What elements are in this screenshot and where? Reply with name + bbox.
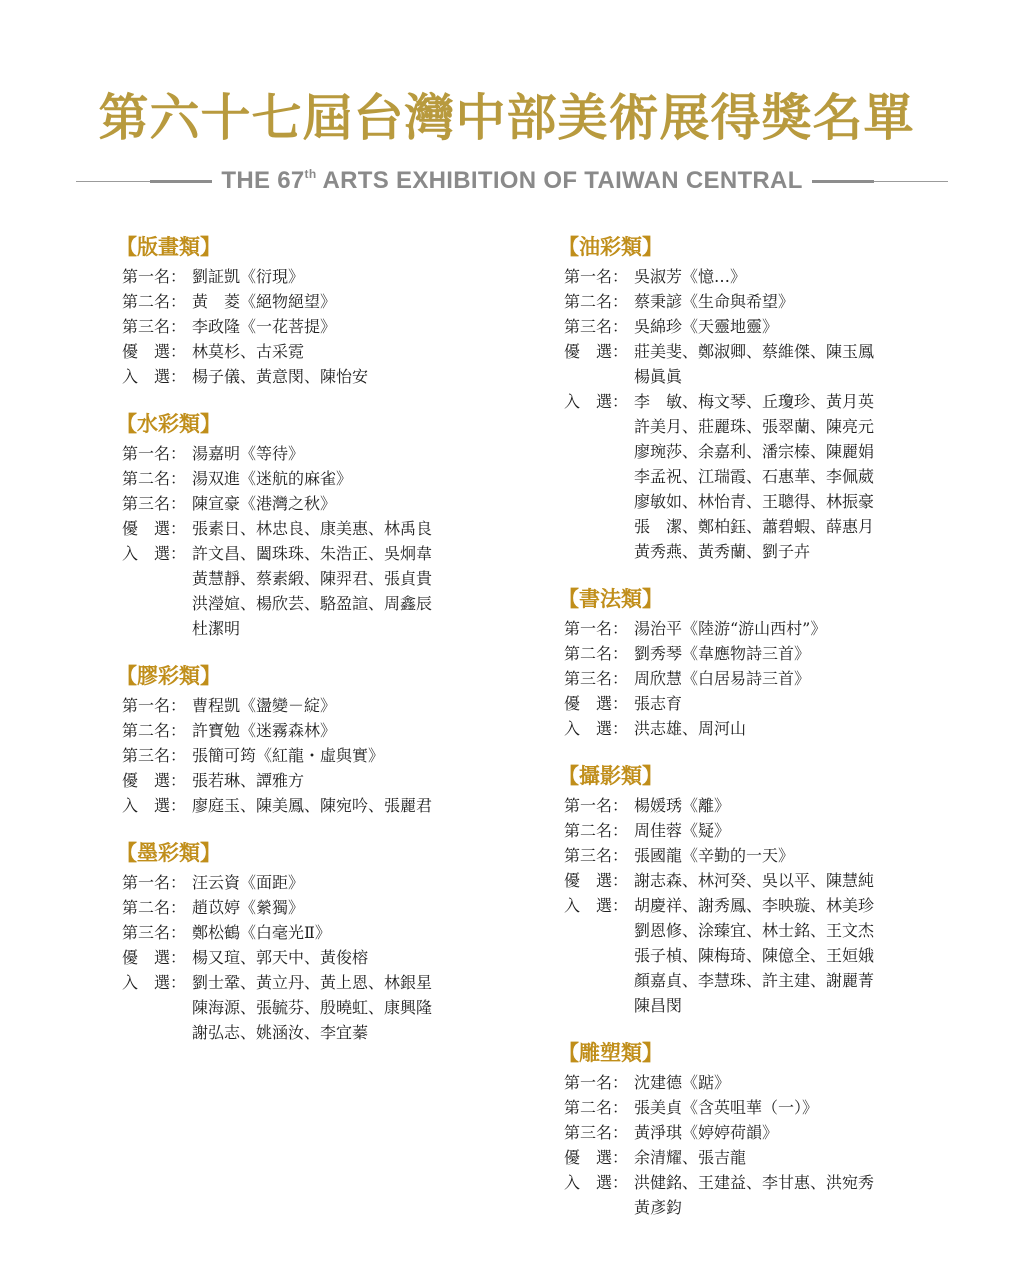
award-category-section bbox=[558, 759, 924, 1018]
award-row bbox=[122, 945, 482, 970]
winner-names: 楊媛琇《離》 bbox=[634, 796, 731, 815]
award-rank-label bbox=[122, 616, 192, 641]
winner-names: 湯治平《陸游“游山西村”》 bbox=[634, 619, 827, 638]
award-row bbox=[122, 314, 482, 339]
award-rank-label: 第三名： bbox=[122, 494, 187, 513]
winner-names: 吳淑芳《憶…》 bbox=[634, 267, 747, 286]
award-rank-label: 第三名： bbox=[564, 846, 629, 865]
award-row bbox=[122, 1020, 482, 1045]
award-category-section bbox=[116, 659, 482, 818]
category-heading: 【版畫類】 bbox=[116, 234, 221, 259]
award-row bbox=[122, 516, 482, 541]
winner-names: 蔡秉諺《生命與希望》 bbox=[634, 292, 795, 311]
award-rank-label bbox=[122, 1020, 192, 1045]
winner-names: 許美月、莊麗珠、張翠蘭、陳亮元 bbox=[634, 417, 875, 436]
award-rank-label: 第二名： bbox=[122, 898, 187, 917]
category-heading: 【墨彩類】 bbox=[116, 840, 221, 865]
award-row bbox=[564, 893, 924, 918]
winner-names: 黃慧靜、蔡素緞、陳羿君、張貞貴 bbox=[192, 569, 433, 588]
winner-names: 洪健銘、王建益、李甘惠、洪宛秀 bbox=[634, 1173, 875, 1192]
award-rank-label bbox=[564, 539, 634, 564]
winner-names: 林莫杉、古采霓 bbox=[192, 342, 305, 361]
award-rank-label: 入 選： bbox=[122, 973, 187, 992]
award-row bbox=[122, 995, 482, 1020]
award-rank-label: 第二名： bbox=[564, 1098, 629, 1117]
award-row bbox=[564, 514, 924, 539]
winner-names: 張國龍《辛勤的一天》 bbox=[634, 846, 795, 865]
english-subtitle bbox=[212, 167, 811, 195]
winner-names: 湯双進《迷航的麻雀》 bbox=[192, 469, 353, 488]
winner-names: 莊美斐、鄭淑卿、蔡維傑、陳玉鳳 bbox=[634, 342, 875, 361]
award-rank-label bbox=[122, 995, 192, 1020]
award-category-section bbox=[116, 407, 482, 641]
award-rank-label: 第二名： bbox=[564, 821, 629, 840]
winner-names: 楊又瑄、郭天中、黃俊榕 bbox=[192, 948, 369, 967]
award-row bbox=[564, 918, 924, 943]
award-rank-label: 入 選： bbox=[564, 896, 629, 915]
award-rank-label bbox=[564, 464, 634, 489]
winner-names: 張素日、林忠良、康美惠、林禹良 bbox=[192, 519, 433, 538]
award-row bbox=[564, 1145, 924, 1170]
award-rank-label bbox=[564, 918, 634, 943]
award-row bbox=[122, 616, 482, 641]
winner-names: 劉秀琴《韋應物詩三首》 bbox=[634, 644, 811, 663]
award-rank-label: 第二名： bbox=[122, 721, 187, 740]
award-row bbox=[564, 968, 924, 993]
winner-names: 廖琬莎、余嘉利、潘宗榛、陳麗娟 bbox=[634, 442, 875, 461]
award-category-section bbox=[558, 1036, 924, 1220]
category-heading: 【膠彩類】 bbox=[116, 663, 221, 688]
award-row bbox=[564, 339, 924, 364]
winner-names: 張若琳、譚雅方 bbox=[192, 771, 305, 790]
winner-names: 杜潔明 bbox=[192, 619, 241, 638]
winner-names: 張 潔、鄭柏鈺、蕭碧蝦、薛惠月 bbox=[634, 517, 875, 536]
right-column bbox=[558, 230, 924, 1238]
award-rank-label: 第三名： bbox=[122, 923, 187, 942]
award-rank-label: 優 選： bbox=[122, 771, 187, 790]
award-row bbox=[122, 441, 482, 466]
award-rank-label: 第三名： bbox=[564, 317, 629, 336]
winner-names: 趙苡婷《縈獨》 bbox=[192, 898, 305, 917]
award-row bbox=[122, 743, 482, 768]
category-heading: 【水彩類】 bbox=[116, 411, 221, 436]
winner-names: 黃淨琪《婷婷荷韻》 bbox=[634, 1123, 779, 1142]
award-rank-label bbox=[564, 439, 634, 464]
winner-names: 黃彥鈞 bbox=[634, 1198, 683, 1217]
winner-names: 謝弘志、姚涵汝、李宜蓁 bbox=[192, 1023, 369, 1042]
subtitle-main: THE 67 bbox=[221, 167, 305, 194]
winner-names: 許文昌、闔珠珠、朱浩正、吳炯韋 bbox=[192, 544, 433, 563]
winner-names: 周欣慧《白居易詩三首》 bbox=[634, 669, 811, 688]
winner-names: 李政隆《一花菩提》 bbox=[192, 317, 337, 336]
award-row bbox=[564, 943, 924, 968]
award-rank-label: 優 選： bbox=[122, 948, 187, 967]
award-row bbox=[122, 693, 482, 718]
award-row bbox=[564, 364, 924, 389]
award-rank-label: 優 選： bbox=[564, 342, 629, 361]
award-row bbox=[564, 993, 924, 1018]
award-rank-label bbox=[122, 591, 192, 616]
award-rank-label: 第一名： bbox=[564, 619, 629, 638]
award-rank-label: 第一名： bbox=[122, 873, 187, 892]
winner-names: 胡慶祥、謝秀鳳、李映璇、林美珍 bbox=[634, 896, 875, 915]
subtitle-banner bbox=[76, 166, 948, 196]
award-rank-label bbox=[564, 993, 634, 1018]
award-rank-label: 第一名： bbox=[564, 267, 629, 286]
award-row bbox=[564, 666, 924, 691]
award-category-section bbox=[116, 836, 482, 1045]
category-heading: 【雕塑類】 bbox=[558, 1040, 663, 1065]
award-category-section bbox=[558, 582, 924, 741]
award-rank-label: 第一名： bbox=[122, 444, 187, 463]
winner-names: 余清耀、張吉龍 bbox=[634, 1148, 747, 1167]
award-rank-label bbox=[564, 1195, 634, 1220]
award-rank-label: 優 選： bbox=[564, 694, 629, 713]
award-rank-label: 入 選： bbox=[122, 796, 187, 815]
award-row bbox=[564, 641, 924, 666]
award-rank-label: 優 選： bbox=[564, 871, 629, 890]
category-heading: 【書法類】 bbox=[558, 586, 663, 611]
winner-names: 黃 菱《絕物絕望》 bbox=[192, 292, 337, 311]
winner-names: 廖庭玉、陳美鳳、陳宛吟、張麗君 bbox=[192, 796, 433, 815]
award-rank-label: 優 選： bbox=[122, 342, 187, 361]
winner-names: 張子楨、陳梅琦、陳億全、王姮娥 bbox=[634, 946, 875, 965]
award-row bbox=[564, 264, 924, 289]
award-row bbox=[564, 439, 924, 464]
page-title: 第六十七屆台灣中部美術展得獎名單 bbox=[98, 89, 915, 147]
award-rank-label: 第三名： bbox=[122, 317, 187, 336]
award-row bbox=[564, 1195, 924, 1220]
category-heading: 【油彩類】 bbox=[558, 234, 663, 259]
award-rank-label: 第一名： bbox=[122, 267, 187, 286]
award-row bbox=[122, 793, 482, 818]
winner-names: 許寶勉《迷霧森林》 bbox=[192, 721, 337, 740]
award-row bbox=[564, 616, 924, 641]
award-row bbox=[122, 364, 482, 389]
subtitle-ordinal-suffix: th bbox=[304, 167, 317, 181]
award-row bbox=[122, 970, 482, 995]
award-rank-label: 優 選： bbox=[122, 519, 187, 538]
award-row bbox=[564, 818, 924, 843]
award-rank-label: 第三名： bbox=[122, 746, 187, 765]
award-row bbox=[122, 920, 482, 945]
award-row bbox=[122, 466, 482, 491]
award-row bbox=[122, 870, 482, 895]
winner-names: 洪志雄、周河山 bbox=[634, 719, 747, 738]
winner-names: 曹程凱《盪變－綻》 bbox=[192, 696, 337, 715]
award-rank-label: 第二名： bbox=[564, 644, 629, 663]
award-rank-label: 入 選： bbox=[122, 544, 187, 563]
award-row bbox=[564, 1120, 924, 1145]
winner-names: 顏嘉貞、李慧珠、許主建、謝麗菁 bbox=[634, 971, 875, 990]
award-rank-label: 第三名： bbox=[564, 1123, 629, 1142]
award-rank-label: 第一名： bbox=[564, 1073, 629, 1092]
award-row bbox=[564, 716, 924, 741]
left-column bbox=[116, 230, 482, 1063]
award-row bbox=[564, 389, 924, 414]
award-row bbox=[564, 414, 924, 439]
winner-names: 吳綿珍《天靈地靈》 bbox=[634, 317, 779, 336]
award-rank-label bbox=[564, 414, 634, 439]
award-rank-label: 第二名： bbox=[122, 469, 187, 488]
award-rank-label: 優 選： bbox=[564, 1148, 629, 1167]
award-row bbox=[122, 566, 482, 591]
winner-names: 張志育 bbox=[634, 694, 683, 713]
winner-names: 湯嘉明《等待》 bbox=[192, 444, 305, 463]
winner-names: 汪云資《面距》 bbox=[192, 873, 305, 892]
winner-names: 鄭松鶴《白毫光Ⅱ》 bbox=[192, 923, 331, 942]
winner-names: 李 敏、梅文琴、丘瓊珍、黃月英 bbox=[634, 392, 875, 411]
award-rank-label bbox=[564, 489, 634, 514]
award-row bbox=[122, 591, 482, 616]
award-row bbox=[122, 895, 482, 920]
award-row bbox=[564, 314, 924, 339]
subtitle-rest: ARTS EXHIBITION OF TAIWAN CENTRAL bbox=[316, 167, 803, 194]
winner-names: 李孟祝、江瑞霞、石惠華、李佩葳 bbox=[634, 467, 875, 486]
award-row bbox=[564, 843, 924, 868]
winner-names: 洪瀅媗、楊欣芸、駱盈諠、周鑫辰 bbox=[192, 594, 433, 613]
award-rank-label: 第二名： bbox=[564, 292, 629, 311]
award-row bbox=[564, 539, 924, 564]
award-row bbox=[564, 489, 924, 514]
winner-names: 謝志森、林河癸、吳以平、陳慧純 bbox=[634, 871, 875, 890]
award-row bbox=[564, 793, 924, 818]
award-rank-label: 第二名： bbox=[122, 292, 187, 311]
award-row bbox=[564, 1070, 924, 1095]
award-rank-label: 入 選： bbox=[564, 392, 629, 411]
award-category-section bbox=[116, 230, 482, 389]
award-rank-label: 第一名： bbox=[122, 696, 187, 715]
award-row bbox=[564, 1170, 924, 1195]
award-rank-label: 入 選： bbox=[564, 1173, 629, 1192]
award-rank-label: 第三名： bbox=[564, 669, 629, 688]
award-rank-label bbox=[564, 968, 634, 993]
award-row bbox=[564, 691, 924, 716]
winner-names: 張簡可筠《紅龍・虛與實》 bbox=[192, 746, 385, 765]
winner-names: 陳宣豪《港灣之秋》 bbox=[192, 494, 337, 513]
award-row bbox=[564, 868, 924, 893]
winner-names: 廖敏如、林怡青、王聰得、林振豪 bbox=[634, 492, 875, 511]
award-category-section bbox=[558, 230, 924, 564]
award-row bbox=[122, 339, 482, 364]
award-row bbox=[122, 541, 482, 566]
winner-names: 劉士鞏、黃立丹、黃上恩、林銀星 bbox=[192, 973, 433, 992]
winner-names: 劉恩修、涂臻宜、林士銘、王文杰 bbox=[634, 921, 875, 940]
winner-names: 劉証凱《衍現》 bbox=[192, 267, 305, 286]
award-row bbox=[122, 718, 482, 743]
category-heading: 【攝影類】 bbox=[558, 763, 663, 788]
award-row bbox=[564, 289, 924, 314]
award-rank-label bbox=[122, 566, 192, 591]
award-rank-label: 入 選： bbox=[122, 367, 187, 386]
winner-names: 張美貞《含英咀華（一）》 bbox=[634, 1098, 819, 1117]
winner-names: 黃秀燕、黃秀蘭、劉子卉 bbox=[634, 542, 811, 561]
award-rank-label bbox=[564, 514, 634, 539]
winner-names: 陳海源、張毓芬、殷曉虹、康興隆 bbox=[192, 998, 433, 1017]
award-row bbox=[564, 1095, 924, 1120]
award-row bbox=[122, 264, 482, 289]
award-rank-label: 入 選： bbox=[564, 719, 629, 738]
award-rank-label bbox=[564, 943, 634, 968]
winner-names: 楊子儀、黃意閔、陳怡安 bbox=[192, 367, 369, 386]
winner-names: 周佳蓉《疑》 bbox=[634, 821, 731, 840]
award-row bbox=[122, 768, 482, 793]
winner-names: 楊眞眞 bbox=[634, 367, 683, 386]
award-rank-label bbox=[564, 364, 634, 389]
award-row bbox=[122, 491, 482, 516]
award-row bbox=[122, 289, 482, 314]
left-divider bbox=[76, 181, 212, 182]
award-row bbox=[564, 464, 924, 489]
winner-names: 陳昌閔 bbox=[634, 996, 683, 1015]
right-divider bbox=[812, 181, 948, 182]
award-rank-label: 第一名： bbox=[564, 796, 629, 815]
winner-names: 沈建德《踮》 bbox=[634, 1073, 731, 1092]
